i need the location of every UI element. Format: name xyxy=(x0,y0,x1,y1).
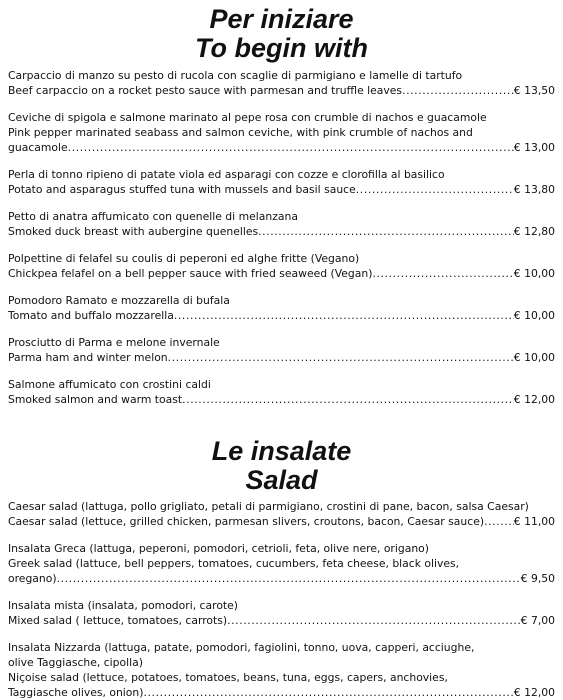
menu-item xyxy=(8,167,555,197)
item-price: € 13,50 xyxy=(513,84,555,97)
item-description-line: Pink pepper marinated seabass and salmon ceviche, with pink crumble of nachos and xyxy=(8,126,473,139)
item-price: € 10,00 xyxy=(513,309,555,322)
dot-leader xyxy=(356,182,514,197)
item-description-line: Petto di anatra affumicato con quenelle di melanzana xyxy=(8,210,298,223)
item-price-line xyxy=(8,514,555,529)
item-description-final: oregano) xyxy=(8,572,57,585)
item-price-line xyxy=(8,83,555,98)
item-price: € 10,00 xyxy=(513,267,555,280)
menu-item xyxy=(8,68,555,98)
menu-item xyxy=(8,251,555,281)
section-title xyxy=(0,0,563,63)
dot-leader xyxy=(227,613,521,628)
item-description-line: Insalata Greca (lattuga, peperoni, pomodori, cetrioli, feta, olive nere, origano) xyxy=(8,542,429,555)
item-description-line: Insalata Nizzarda (lattuga, patate, pomodori, fagiolini, tonno, uova, capperi, acciughe, xyxy=(8,641,475,654)
item-price-line xyxy=(8,571,555,586)
item-description-line: Perla di tonno ripieno di patate viola ed asparagi con cozze e clorofilla al basilico xyxy=(8,168,445,181)
menu-item xyxy=(8,293,555,323)
dot-leader xyxy=(174,308,514,323)
item-price-line xyxy=(8,392,555,407)
item-description-line: Polpettine di felafel su coulis di peperoni ed alghe fritte (Vegano) xyxy=(8,252,360,265)
item-price: € 10,00 xyxy=(513,351,555,364)
item-price: € 11,00 xyxy=(513,515,555,528)
item-description-final: Potato and asparagus stuffed tuna with mussels and basil sauce xyxy=(8,183,356,196)
dot-leader xyxy=(68,140,514,155)
menu-item xyxy=(8,499,555,529)
dot-leader xyxy=(484,514,514,529)
item-description-line: Salmone affumicato con crostini caldi xyxy=(8,378,211,391)
menu-item xyxy=(8,598,555,628)
item-description-line: Ceviche di spigola e salmone marinato al pepe rosa con crumble di nachos e guacamole xyxy=(8,111,487,124)
menu-item xyxy=(8,377,555,407)
item-price: € 13,80 xyxy=(513,183,555,196)
item-description-final: Smoked duck breast with aubergine quenelles xyxy=(8,225,259,238)
menu-item xyxy=(8,640,555,700)
item-price: € 13,00 xyxy=(513,141,555,154)
section-title-english: To begin with xyxy=(195,33,368,63)
item-price-line xyxy=(8,613,555,628)
item-price-line xyxy=(8,308,555,323)
dot-leader xyxy=(182,392,514,407)
item-description-final: guacamole xyxy=(8,141,68,154)
item-description-line: Prosciutto di Parma e melone invernale xyxy=(8,336,220,349)
item-price-line xyxy=(8,685,555,700)
menu-items xyxy=(0,68,563,407)
item-price: € 9,50 xyxy=(520,572,555,585)
section-salads xyxy=(0,437,563,700)
item-price-line xyxy=(8,350,555,365)
menu-item xyxy=(8,541,555,586)
item-description-line: olive Taggiasche, cipolla) xyxy=(8,656,143,669)
dot-leader xyxy=(168,350,514,365)
section-title-italian: Le insalate xyxy=(211,436,352,466)
item-price-line xyxy=(8,182,555,197)
item-description-line: Greek salad (lattuce, bell peppers, tomatoes, cucumbers, feta cheese, black olives, xyxy=(8,557,460,570)
item-price-line xyxy=(8,224,555,239)
item-description-final: Tomato and buffalo mozzarella xyxy=(8,309,174,322)
item-description-line: Carpaccio di manzo su pesto di rucola con scaglie di parmigiano e lamelle di tartufo xyxy=(8,69,463,82)
dot-leader xyxy=(258,224,514,239)
item-price-line xyxy=(8,266,555,281)
section-title xyxy=(0,437,563,495)
menu-item xyxy=(8,335,555,365)
item-description-line: Niçoise salad (lettuce, potatoes, tomatoes, beans, tuna, eggs, capers, anchovies, xyxy=(8,671,448,684)
dot-leader xyxy=(372,266,513,281)
menu-item xyxy=(8,209,555,239)
menu-item xyxy=(8,110,555,155)
menu-items xyxy=(0,499,563,700)
item-description-final: Mixed salad ( lettuce, tomatoes, carrots) xyxy=(8,614,228,627)
item-price: € 12,00 xyxy=(513,393,555,406)
section-title-italian: Per iniziare xyxy=(209,4,354,34)
item-description-final: Beef carpaccio on a rocket pesto sauce with parmesan and truffle leaves xyxy=(8,84,403,97)
section-title-english: Salad xyxy=(245,465,318,495)
item-price: € 12,00 xyxy=(513,686,555,699)
item-description-final: Smoked salmon and warm toast xyxy=(8,393,183,406)
item-price: € 7,00 xyxy=(520,614,555,627)
dot-leader xyxy=(143,685,513,700)
item-description-final: Chickpea felafel on a bell pepper sauce with fried seaweed (Vegan) xyxy=(8,267,373,280)
item-description-final: Parma ham and winter melon xyxy=(8,351,168,364)
item-price: € 12,80 xyxy=(513,225,555,238)
item-price-line xyxy=(8,140,555,155)
dot-leader xyxy=(402,83,514,98)
item-description-final: Taggiasche olives, onion) xyxy=(8,686,144,699)
item-description-line: Pomodoro Ramato e mozzarella di bufala xyxy=(8,294,230,307)
item-description-final: Caesar salad (lettuce, grilled chicken, parmesan slivers, croutons, bacon, Caesar sauce) xyxy=(8,515,485,528)
item-description-line: Insalata mista (insalata, pomodori, carote) xyxy=(8,599,239,612)
item-description-line: Caesar salad (lattuga, pollo grigliato, petali di parmigiano, crostini di pane, bacon, salsa Caesar) xyxy=(8,500,529,513)
dot-leader xyxy=(57,571,521,586)
